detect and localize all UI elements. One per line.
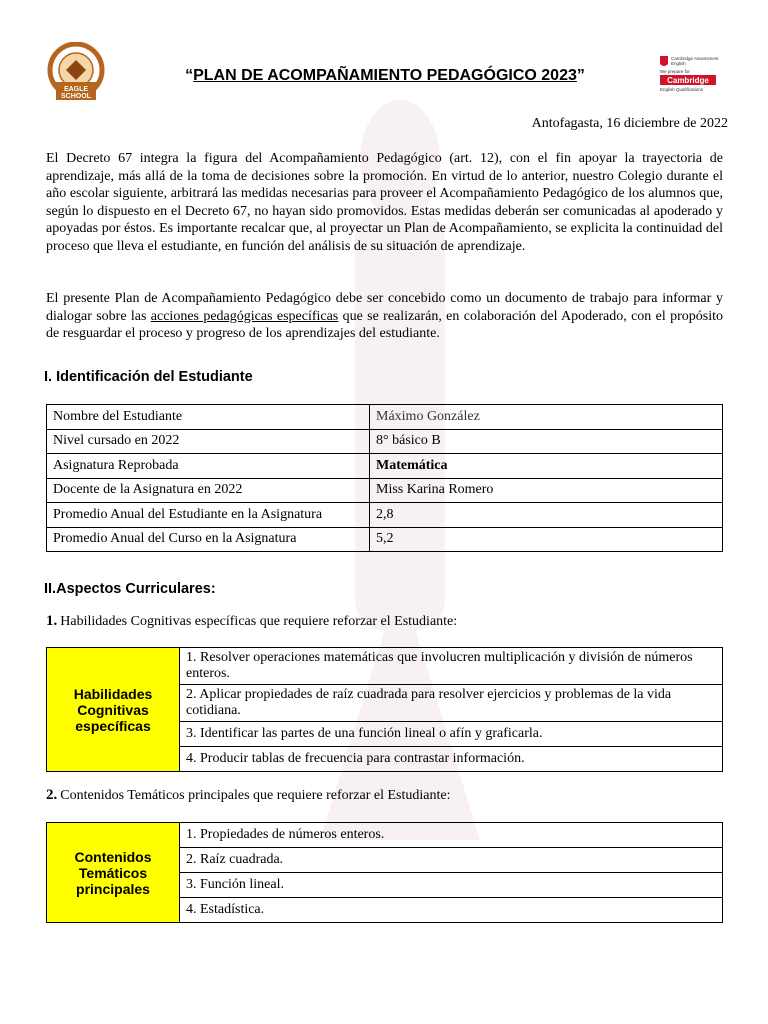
student-identification-table xyxy=(46,404,723,552)
subsection-2-heading: 2. Contenidos Temáticos principales que requiere reforzar el Estudiante: xyxy=(46,787,451,803)
table-row: Promedio Anual del Estudiante en la Asignatura 2,8 xyxy=(47,503,723,528)
thematic-contents-table xyxy=(46,822,723,923)
underlined-phrase: acciones pedagógicas específicas xyxy=(150,308,339,324)
section-2-heading: II.Aspectos Curriculares: xyxy=(44,581,216,597)
list-item: 1. Resolver operaciones matemáticas que involucren multiplicación y división de números enteros. xyxy=(180,648,723,685)
list-item: 3. Función lineal. xyxy=(180,873,723,898)
eagle-school-crest-icon xyxy=(44,42,108,104)
cognitive-skills-label: Habilidades Cognitivas específicas xyxy=(47,648,180,772)
list-item: 2. Raíz cuadrada. xyxy=(180,848,723,873)
list-item: 4. Estadística. xyxy=(180,898,723,923)
section-1-heading: I. Identificación del Estudiante xyxy=(44,369,253,385)
thematic-contents-label: Contenidos Temáticos principales xyxy=(47,823,180,923)
school-name-1: EAGLE xyxy=(63,86,89,93)
svg-text:We prepare for: We prepare for xyxy=(660,69,690,74)
table-row: Nivel cursado en 2022 8° básico B xyxy=(47,429,723,454)
svg-text:Cambridge: Cambridge xyxy=(667,76,709,85)
document-date: Antofagasta, 16 diciembre de 2022 xyxy=(531,116,728,131)
intro-paragraph: El Decreto 67 integra la figura del Acompañamiento Pedagógico (art. 12), con el fin apoyar la trayectoria de aprendizaje, más allá de la toma de decisiones sobre la promoción. En virtud de lo anterior, nuestro Colegio durante el año escolar siguiente, arbitrará las medidas necesarias para proveer el Acompañamiento Pedagógico de los alumnos que, según lo dispuesto en el Decreto 67, no hayan sido promovidos. Estas medidas deberán ser comunicadas al apoderado y apoyadas por éstos. Es importante recalcar que, al proyectar un Plan de Acompañamiento, se explicita la continuidad del proceso que lleva el estudiante, en función del análisis de su situación de aprendizaje. xyxy=(46,151,723,254)
cognitive-skills-table xyxy=(46,647,723,772)
purpose-paragraph: El presente Plan de Acompañamiento Pedagógico debe ser concebido como un documento de trabajo para informar y dialogar sobre las acciones pedagógicas específicas que se realizarán, en colaboración del Apoderado, con el propósito de resguardar el proceso y progreso de los aprendizajes del estudiante. xyxy=(46,291,723,341)
subsection-1-heading: 1. Habilidades Cognitivas específicas que requiere reforzar el Estudiante: xyxy=(46,613,458,629)
school-name-2: SCHOOL xyxy=(61,93,91,100)
table-row: Asignatura Reprobada Matemática xyxy=(47,454,723,479)
svg-text:English Qualifications: English Qualifications xyxy=(660,87,704,92)
svg-text:Cambridge Assessment: Cambridge Assessment xyxy=(671,56,719,61)
table-row: Docente de la Asignatura en 2022 Miss Karina Romero xyxy=(47,478,723,503)
table-row xyxy=(47,648,723,685)
document-header xyxy=(0,0,768,110)
list-item: 3. Identificar las partes de una función lineal o afín y graficarla. xyxy=(180,722,723,747)
cambridge-logo-icon xyxy=(658,54,720,94)
table-row: Promedio Anual del Curso en la Asignatura 5,2 xyxy=(47,527,723,552)
list-item: 2. Aplicar propiedades de raíz cuadrada para resolver ejercicios y problemas de la vida cotidiana. xyxy=(180,685,723,722)
table-row: Nombre del Estudiante Máximo González xyxy=(47,405,723,430)
list-item: 4. Producir tablas de frecuencia para contrastar información. xyxy=(180,747,723,772)
list-item: 1. Propiedades de números enteros. xyxy=(180,823,723,848)
table-row xyxy=(47,823,723,848)
title-text: PLAN DE ACOMPAÑAMIENTO PEDAGÓGICO 2023 xyxy=(193,67,577,84)
svg-text:English: English xyxy=(671,61,686,66)
page-title: “PLAN DE ACOMPAÑAMIENTO PEDAGÓGICO 2023” xyxy=(185,67,585,84)
